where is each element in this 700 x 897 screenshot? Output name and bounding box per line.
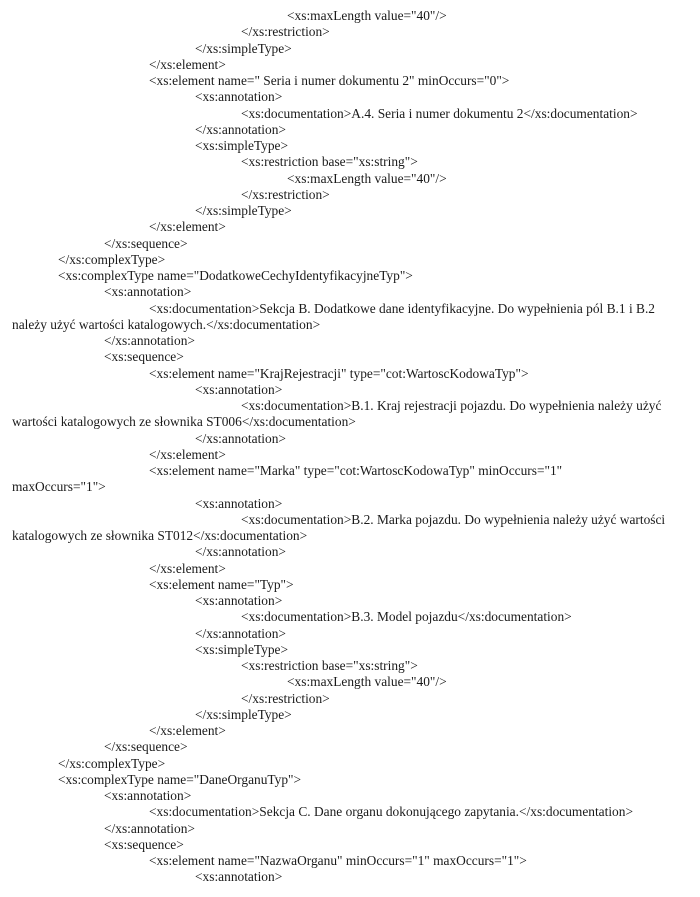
code-line (0, 869, 700, 885)
code-line (0, 512, 700, 528)
code-line-text: </xs:restriction> (241, 186, 330, 202)
code-line (0, 528, 700, 544)
code-line-text: <xs:element name="NazwaOrganu" minOccurs="1" maxOccurs="1"> (149, 853, 527, 868)
code-line-text: <xs:element name="KrajRejestracji" type="cot:WartoscKodowaTyp"> (149, 365, 529, 381)
code-line (0, 8, 700, 24)
code-line-text: </xs:element> (149, 723, 226, 738)
code-line-text: należy użyć wartości katalogowych.</xs:documentation> (12, 316, 321, 332)
code-line-text: <xs:annotation> (195, 495, 283, 511)
code-line-text: </xs:simpleType> (195, 706, 292, 722)
code-line (0, 73, 700, 89)
code-line-text: wartości katalogowych ze słownika ST006</xs:documentation> (12, 414, 356, 430)
code-line (0, 788, 700, 804)
code-line-text: </xs:sequence> (104, 235, 188, 251)
code-line (0, 496, 700, 512)
code-line-text: maxOccurs="1"> (12, 479, 106, 495)
xml-schema-listing (0, 8, 700, 886)
code-line-text: <xs:maxLength value="40"/> (287, 170, 447, 186)
code-line-text: <xs:annotation> (195, 593, 283, 608)
code-line-text: <xs:annotation> (195, 869, 283, 885)
code-line (0, 284, 700, 300)
code-line-text: <xs:element name="Typ"> (149, 576, 294, 592)
code-line-text: </xs:annotation> (104, 820, 195, 836)
code-line (0, 219, 700, 235)
code-line (0, 691, 700, 707)
code-line (0, 301, 700, 317)
code-line (0, 609, 700, 625)
code-line-text: <xs:annotation> (195, 89, 283, 105)
code-line (0, 349, 700, 365)
code-line (0, 642, 700, 658)
code-line (0, 447, 700, 463)
code-line (0, 106, 700, 122)
code-line (0, 463, 700, 479)
code-line-text: katalogowych ze słownika ST012</xs:documentation> (12, 528, 308, 543)
code-line (0, 707, 700, 723)
code-line-text: <xs:restriction base="xs:string"> (241, 154, 418, 170)
code-line-text: </xs:annotation> (195, 544, 286, 560)
code-line (0, 268, 700, 284)
code-line-text: </xs:annotation> (195, 430, 286, 446)
code-line-text: </xs:sequence> (104, 739, 188, 755)
code-line-text: <xs:complexType name="DodatkoweCechyIdentyfikacyjneTyp"> (58, 268, 413, 283)
code-line-text: <xs:annotation> (104, 284, 192, 300)
code-line (0, 479, 700, 495)
code-line (0, 154, 700, 170)
code-line-text: <xs:documentation>B.3. Model pojazdu</xs:documentation> (241, 609, 572, 625)
code-line (0, 236, 700, 252)
code-line (0, 626, 700, 642)
code-line (0, 577, 700, 593)
code-line-text: <xs:documentation>B.2. Marka pojazdu. Do wypełnienia należy użyć wartości (241, 511, 666, 527)
code-line (0, 739, 700, 755)
code-line (0, 366, 700, 382)
code-line (0, 756, 700, 772)
code-line (0, 122, 700, 138)
code-line (0, 252, 700, 268)
code-line (0, 821, 700, 837)
code-line-text: </xs:simpleType> (195, 40, 292, 56)
code-line (0, 203, 700, 219)
code-line (0, 333, 700, 349)
code-line-text: <xs:documentation>B.1. Kraj rejestracji pojazdu. Do wypełnienia należy użyć (241, 398, 662, 413)
code-line-text: <xs:documentation>Sekcja B. Dodatkowe dane identyfikacyjne. Do wypełnienia pól B.1 i B.2 (149, 300, 655, 316)
code-line-text: </xs:element> (149, 560, 226, 576)
code-line-text: <xs:documentation>Sekcja C. Dane organu dokonującego zapytania.</xs:documentation> (149, 804, 634, 820)
code-line (0, 138, 700, 154)
code-line-text: </xs:annotation> (104, 333, 195, 348)
code-line (0, 804, 700, 820)
code-line-text: <xs:sequence> (104, 836, 184, 852)
code-line-text: </xs:annotation> (195, 121, 286, 137)
code-line-text: </xs:complexType> (58, 755, 166, 771)
code-line-text: <xs:maxLength value="40"/> (287, 674, 447, 690)
code-line (0, 187, 700, 203)
code-line (0, 431, 700, 447)
code-line (0, 837, 700, 853)
code-line-text: <xs:simpleType> (195, 641, 289, 657)
code-line (0, 723, 700, 739)
code-line-text: </xs:element> (149, 446, 226, 462)
code-line (0, 674, 700, 690)
code-line (0, 382, 700, 398)
code-line (0, 544, 700, 560)
code-line (0, 24, 700, 40)
code-line-text: </xs:restriction> (241, 690, 330, 706)
code-line (0, 853, 700, 869)
code-line-text: </xs:element> (149, 56, 226, 72)
code-line-text: </xs:simpleType> (195, 203, 292, 218)
code-line-text: </xs:annotation> (195, 625, 286, 641)
code-line-text: <xs:annotation> (104, 788, 192, 803)
code-line (0, 772, 700, 788)
code-line (0, 171, 700, 187)
code-line-text: <xs:annotation> (195, 381, 283, 397)
code-line-text: <xs:sequence> (104, 349, 184, 365)
code-line-text: </xs:restriction> (241, 24, 330, 40)
code-line (0, 57, 700, 73)
code-line (0, 593, 700, 609)
code-line (0, 398, 700, 414)
code-line-text: <xs:simpleType> (195, 138, 289, 153)
code-line-text: </xs:element> (149, 219, 226, 235)
code-line (0, 414, 700, 430)
code-line-text: </xs:complexType> (58, 251, 166, 267)
code-line-text: <xs:documentation>A.4. Seria i numer dokumentu 2</xs:documentation> (241, 105, 638, 121)
code-line-text: <xs:element name="Marka" type="cot:WartoscKodowaTyp" minOccurs="1" (149, 463, 563, 478)
code-line-text: <xs:maxLength value="40"/> (287, 8, 447, 23)
code-line-text: <xs:complexType name="DaneOrganuTyp"> (58, 771, 302, 787)
code-line (0, 658, 700, 674)
code-line (0, 89, 700, 105)
code-line (0, 561, 700, 577)
code-line (0, 41, 700, 57)
code-line-text: <xs:restriction base="xs:string"> (241, 658, 418, 673)
code-line-text: <xs:element name=" Seria i numer dokumentu 2" minOccurs="0"> (149, 73, 510, 88)
code-line (0, 317, 700, 333)
